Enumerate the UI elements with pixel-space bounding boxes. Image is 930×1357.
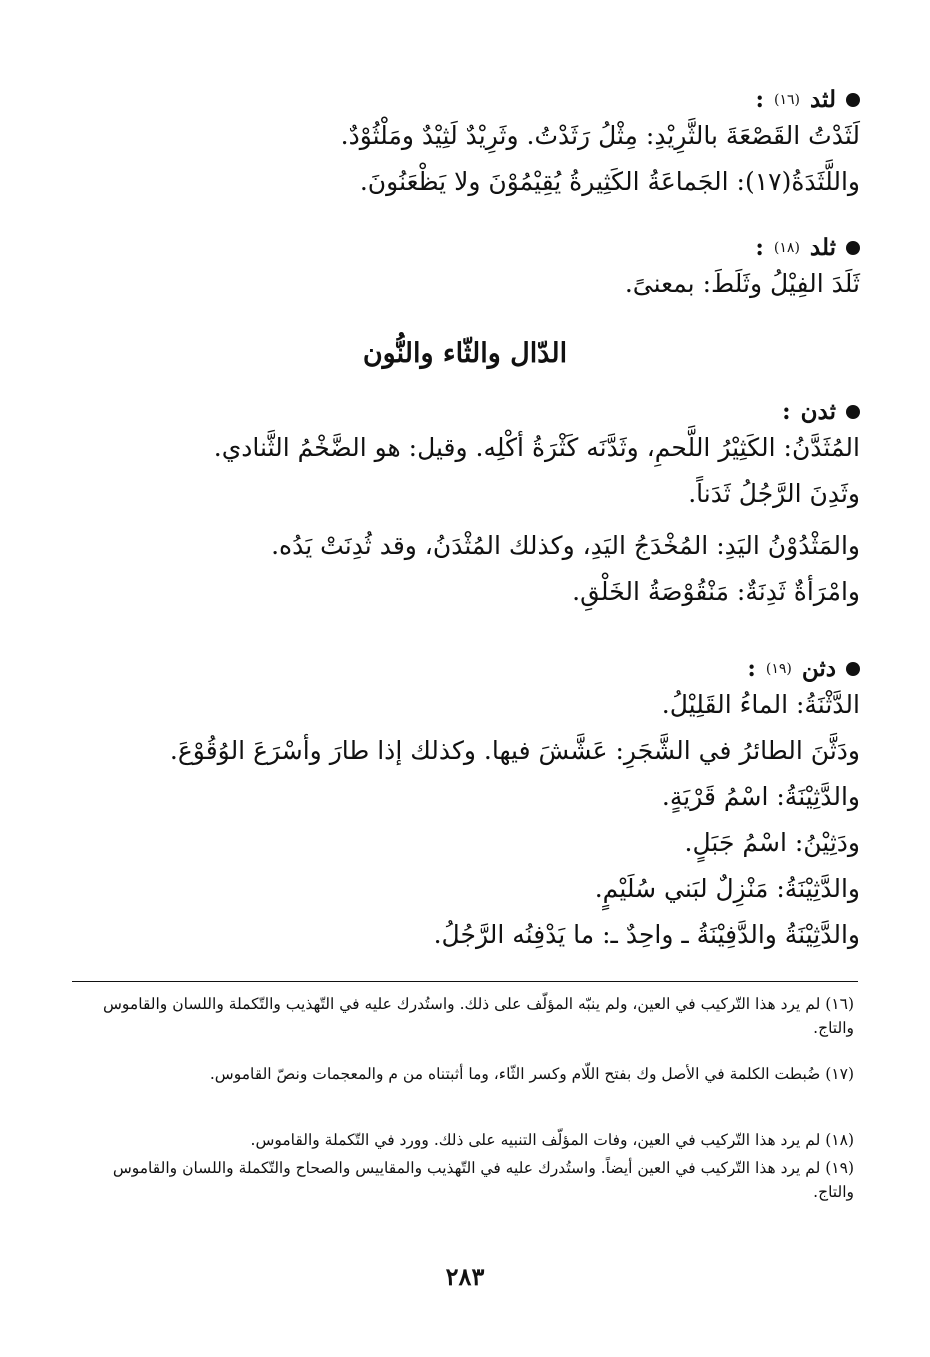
footnote: (١٩) لم يرد هذا التّركيب في العين أيضاً. واستُدرك عليه في التّهذيب والمقاييس والصحاح والتّكملة واللسان والقاموس والتاج. [112,1159,854,1201]
footnote: (١٦) لم يرد هذا التّركيب في العين، ولم ينبّه المؤلّف على ذلك. واستُدرك عليه في التّهذيب والتّكملة واللسان والقاموس والتاج. [102,995,854,1037]
footnote-ref: (١٩) [765,660,792,677]
entry-dthn [60,655,860,958]
entry-root: ثلد [809,234,836,261]
colon: : [747,655,756,682]
entry-line: لَثَدْتُ القَصْعَةَ بالثَّرِيْدِ: مِثْلُ رَثَدْتُ. وثَرِيْدٌ لَثِيْدٌ ومَلْثُوْدٌ. [340,121,860,150]
bullet-icon [846,93,860,107]
footnote: (١٨) لم يرد هذا التّركيب في العين، وفات المؤلّف التنبيه على ذلك. وورد في التّكملة والقاموس. [250,1131,854,1149]
entry-line: وامْرَأةٌ ثَدِنَةٌ: مَنْقُوْصَةُ الخَلْقِ. [572,577,860,606]
entry-heading [50,398,860,425]
colon: : [755,234,764,261]
entry-thld [60,234,860,307]
entry-root: دثن [801,655,836,682]
footnote-separator [72,981,858,982]
entry-line: الدَّثْنَةُ: الماءُ القَلِيْلُ. [661,690,860,719]
entry-heading [60,86,860,113]
page-number: ٢٨٣ [445,1262,485,1291]
entry-line: والدَّثِيْنَةُ والدَّفِيْنَةُ ـ واحِدٌ ـ: ما يَدْفِنُه الرَّجُلُ. [433,920,860,949]
entry-line: والدَّثِيْنَةُ: مَنْزِلٌ لبَني سُلَيْمٍ. [594,874,860,903]
footnote: (١٧) ضُبطت الكلمة في الأصل وك بفتح اللّام وكسر الثّاء، وما أثبتناه من م والمعجمات ونصّ القاموس. [209,1065,854,1083]
footnote-ref: (١٦) [773,91,800,108]
entry-root: لثد [809,86,836,113]
entry-line: ثَلَدَ الفِيْلُ وثَلَطَ: بمعنىً. [624,269,860,298]
entry-line: المُثَدَّنُ: الكَثِيْرُ اللَّحمِ، وثَدَّنَه كَثْرَةُ أكْلِه. وقيل: هو الضَّخْمُ الثَّنادي. [213,433,860,462]
entry-line: والدَّثِيْنَةُ: اسْمُ قَرْيَةٍ. [661,782,860,811]
entry-line: والمَثْدُوْنُ اليَدِ: المُخْدَجُ اليَدِ، وكذلك المُثْدَنُ، وقد ثُدِنَتْ يَدُه. [271,531,860,560]
entry-line: وثَدِنَ الرَّجُلُ ثَدَناً. [688,479,860,508]
entry-heading [60,655,860,682]
entry-root: ثدن [800,398,836,425]
bullet-icon [846,241,860,255]
bullet-icon [846,662,860,676]
entry-heading [60,234,860,261]
entry-line: ودَثَّنَ الطائرُ في الشَّجَرِ: عَشَّشَ فيها. وكذلك إذا طارَ وأسْرَعَ الوُقُوْعَ. [169,736,860,765]
bullet-icon [846,405,860,419]
colon: : [782,398,791,425]
entry-lthd [60,86,860,205]
entry-line: واللَّثَدَةُ(١٧): الجَماعَةُ الكَثِيرةُ يُقِيْمُوْنَ ولا يَظْعَنُونَ. [359,167,860,196]
entry-line: ودَثِيْنُ: اسْمُ جَبَلٍ. [684,828,860,857]
section-title: الدّال والثّاء والنُّون [362,338,568,369]
colon: : [755,86,764,113]
footnote-ref: (١٨) [773,239,800,256]
entry-thdn [50,398,860,615]
